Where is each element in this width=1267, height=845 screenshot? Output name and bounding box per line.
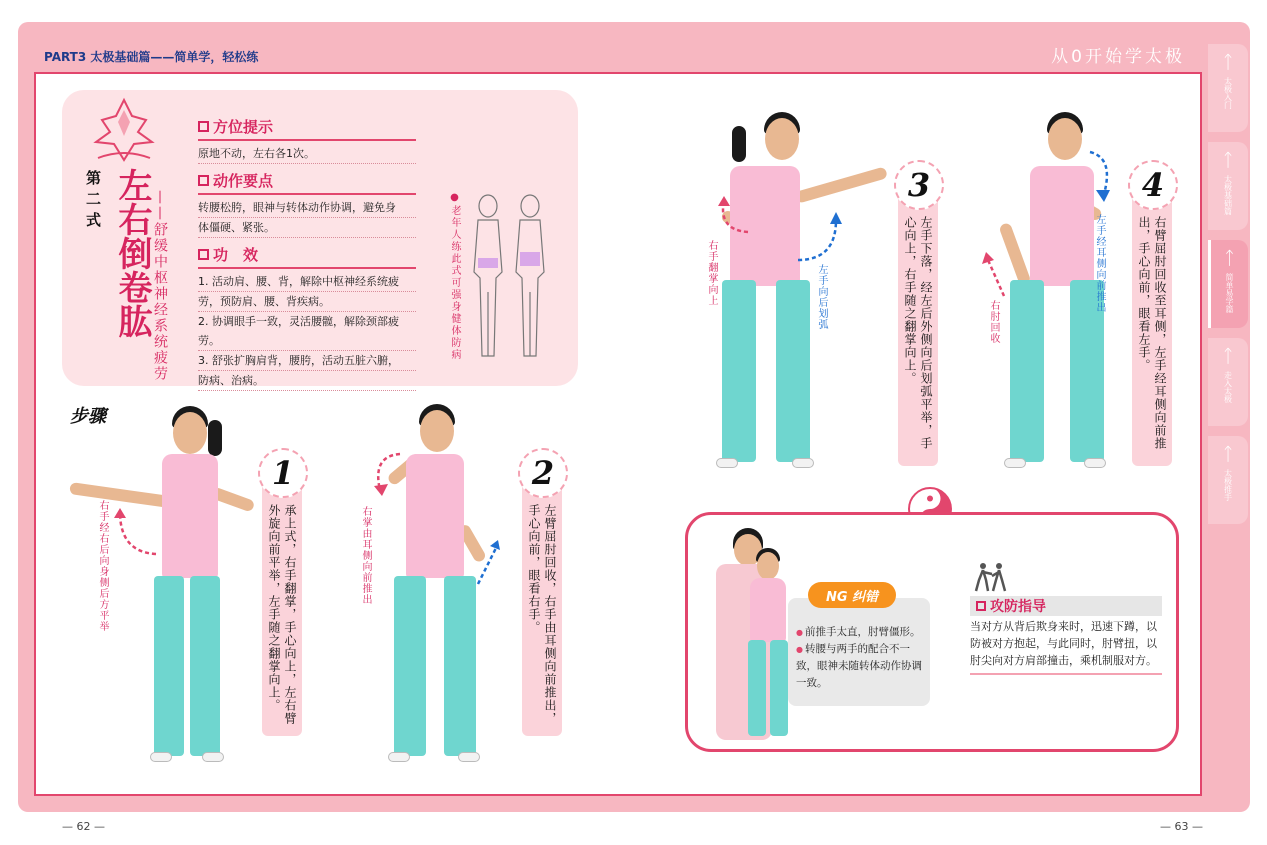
chapter-tab-1[interactable] (1208, 44, 1248, 132)
page-number-right: — 63 — (1160, 820, 1203, 833)
running-header-left: PART3 太极基础篇——简单学，轻松练 (44, 50, 259, 64)
left-leg (722, 280, 756, 462)
left-leg (1010, 280, 1044, 462)
curved-arrow-icon (370, 450, 410, 496)
fighters-silhouette-icon (974, 562, 1008, 592)
ponytail (732, 126, 746, 162)
straight-arrow-icon (474, 540, 502, 588)
step-4-motion-cue-2: 右肘回收 (988, 300, 999, 344)
chapter-tab-label: 太极入门 (1223, 77, 1233, 109)
shirt (406, 454, 464, 578)
step-3-motion-cue-2: 右手翻掌向上 (706, 240, 717, 306)
square-bullet-icon (198, 175, 209, 186)
shoe (458, 752, 480, 762)
shirt (1030, 166, 1094, 286)
section-line: 劳，预防肩、腰、背疾病。 (198, 292, 416, 312)
essentials-section (198, 170, 416, 238)
ng-item: ● 前推手太直，肘臂僵形。 (796, 624, 926, 641)
shirt (750, 578, 786, 642)
chapter-tab-5[interactable] (1208, 436, 1248, 524)
right-leg (776, 280, 810, 462)
shoe (388, 752, 410, 762)
square-bullet-icon (976, 601, 986, 611)
right-leg (444, 576, 476, 756)
shirt (162, 454, 218, 578)
section-title: 方位提示 (213, 118, 274, 136)
ng-list (796, 624, 926, 692)
section-line: 2. 协调眼手一致，灵活腰髋，解除颈部疲劳。 (198, 312, 416, 351)
chapter-tab-4[interactable] (1208, 338, 1248, 426)
figure-icon: ᛏ (1222, 150, 1234, 171)
attack-defense-title-text: 攻防指导 (990, 599, 1046, 615)
step-3-text: 左手下落，经左后外侧向后划弧平举，手心向上，右手随之翻掌向上。 (903, 216, 933, 450)
head (420, 410, 454, 452)
section-line: 3. 舒张扩胸肩背，腰胯，活动五脏六腑， (198, 351, 416, 371)
square-bullet-icon (198, 249, 209, 260)
page-number-left: — 62 — (62, 820, 105, 833)
step-3-photo (712, 108, 852, 472)
attack-defense-title (970, 596, 1162, 616)
step-1-number: 1 (258, 448, 308, 498)
figure-icon: ᛏ (1222, 52, 1234, 73)
ng-item: ● 转腰与两手的配合不一致，眼神未随转体动作协调一致。 (796, 641, 926, 692)
step-2-motion-cue: 右掌由耳侧向前推出 (360, 506, 371, 605)
step-1-text: 承上式，右手翻掌，手心向上，左右臂外旋向前平举，左手随之翻掌向上。 (267, 504, 297, 725)
section-title: 动作要点 (213, 172, 274, 190)
left-leg (748, 640, 766, 736)
head (757, 552, 779, 580)
section-line: 防病、治病。 (198, 371, 416, 391)
step-4-motion-cue: 左手经耳侧向前推出 (1094, 214, 1105, 313)
figure-icon: ᛏ (1224, 248, 1235, 269)
chapter-tab-label: 简单易学篇 (1225, 273, 1234, 313)
head (765, 118, 799, 160)
chapter-tab-label: 太极推手 (1223, 469, 1233, 501)
shoe (150, 752, 172, 762)
step-3-number: 3 (894, 160, 944, 210)
section-line: 原地不动，左右各1次。 (198, 144, 416, 164)
section-line: 转腰松胯，眼神与转体动作协调，避免身 (198, 198, 416, 218)
running-header-right: 从0开始学太极 (1051, 47, 1185, 67)
shoe (792, 458, 814, 468)
chapter-tab-2[interactable] (1208, 142, 1248, 230)
head (173, 412, 207, 454)
form-title: 左右倒卷肱 (112, 168, 152, 338)
step-3-motion-cue: 左手向后划弧 (816, 264, 827, 330)
step-4-text: 右臂屈肘回收至耳侧，左手经耳侧向前推出，手心向前，眼看左手。 (1137, 216, 1167, 450)
lotus-ornament-icon (88, 96, 160, 166)
straight-arrow-icon (982, 250, 1008, 300)
form-subtitle: ——舒缓中枢神经系统疲劳 (152, 190, 168, 382)
benefits-section (198, 244, 416, 391)
form-number-label: 第二式 (84, 170, 102, 233)
head (1048, 118, 1082, 160)
right-leg (190, 576, 220, 756)
body-front-outline-icon (464, 192, 512, 360)
body-back-outline-icon (506, 192, 554, 360)
chapter-tab-3[interactable] (1208, 240, 1248, 328)
figure-icon: ᛏ (1222, 444, 1234, 465)
orientation-section (198, 116, 416, 164)
curved-arrow-icon (112, 506, 162, 558)
step-4-number: 4 (1128, 160, 1178, 210)
left-leg (394, 576, 426, 756)
figure-icon: ᛏ (1222, 346, 1234, 367)
right-leg (770, 640, 788, 736)
chapter-tab-label: 太极基础篇 (1223, 175, 1233, 215)
shoe (202, 752, 224, 762)
shoe (716, 458, 738, 468)
steps-heading: 步骤 (70, 406, 106, 427)
step-2-text: 左臂屈肘回收，右手由耳侧向前推出，手心向前，眼看右手。 (527, 504, 557, 725)
ng-badge: NG 纠错 (808, 582, 896, 608)
shoe (1004, 458, 1026, 468)
chapter-tab-label: 走入太极 (1223, 371, 1233, 403)
section-line: 体僵硬、紧张。 (198, 218, 416, 238)
left-leg (154, 576, 184, 756)
curved-arrow-icon (796, 212, 844, 264)
step-1-motion-cue: 右手经右后向身侧后方平举 (97, 500, 108, 632)
square-bullet-icon (198, 121, 209, 132)
section-title: 功 效 (213, 246, 259, 264)
section-line: 1. 活动肩、腰、背，解除中枢神经系统疲 (198, 272, 416, 292)
step-1-photo (120, 400, 260, 772)
body-diagram-caption: ●老年人练此式可强身健体防病 (449, 192, 460, 361)
attack-defense-text: 当对方从背后欺身来时，迅速下蹲，以防被对方抱起，与此同时，肘臂扭，以肘尖向对方肩部撞击，乘机制服对方。 (970, 618, 1162, 675)
curved-arrow-icon (718, 196, 758, 240)
shoe (1084, 458, 1106, 468)
curved-arrow-icon (1086, 150, 1116, 202)
step-2-number: 2 (518, 448, 568, 498)
ponytail (208, 420, 222, 456)
